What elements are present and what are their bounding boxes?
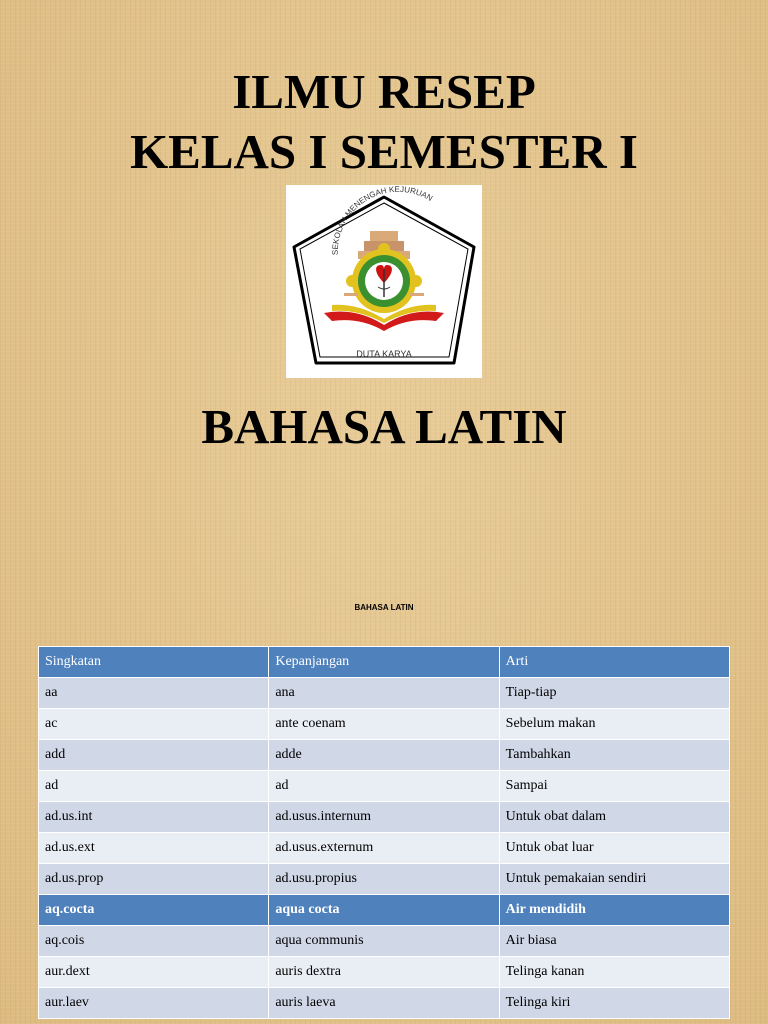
school-emblem-icon: [286, 185, 482, 378]
table-row: [39, 864, 730, 895]
cell-arti: Telinga kiri: [499, 988, 729, 1019]
cell-kepanjangan: aqua cocta: [269, 895, 499, 926]
table-heading: BAHASA LATIN: [354, 603, 414, 612]
header-arti: Arti: [499, 647, 729, 678]
cell-kepanjangan: adde: [269, 740, 499, 771]
cell-singkatan: aur.laev: [39, 988, 269, 1019]
cell-kepanjangan: ad.usus.internum: [269, 802, 499, 833]
abbreviation-table: [38, 646, 730, 1019]
cell-kepanjangan: ad: [269, 771, 499, 802]
table-row: [39, 709, 730, 740]
cell-arti: Tiap-tiap: [499, 678, 729, 709]
cell-arti: Telinga kanan: [499, 957, 729, 988]
cell-singkatan: ad.us.ext: [39, 833, 269, 864]
cell-singkatan: aur.dext: [39, 957, 269, 988]
cell-arti: Air biasa: [499, 926, 729, 957]
header-kepanjangan: Kepanjangan: [269, 647, 499, 678]
table-header-row: [39, 647, 730, 678]
table-row: [39, 771, 730, 802]
cell-singkatan: aa: [39, 678, 269, 709]
table-row: [39, 740, 730, 771]
table-row: [39, 678, 730, 709]
cell-kepanjangan: ad.usu.propius: [269, 864, 499, 895]
cell-kepanjangan: auris laeva: [269, 988, 499, 1019]
cell-singkatan: aq.cois: [39, 926, 269, 957]
table-row: [39, 957, 730, 988]
title-line-1: ILMU RESEP: [232, 64, 536, 119]
cell-arti: Sampai: [499, 771, 729, 802]
cell-arti: Untuk obat luar: [499, 833, 729, 864]
cell-arti: Sebelum makan: [499, 709, 729, 740]
cell-singkatan: ad.us.prop: [39, 864, 269, 895]
table-row-highlighted: [39, 895, 730, 926]
cell-singkatan: add: [39, 740, 269, 771]
cell-arti: Air mendidih: [499, 895, 729, 926]
logo-bottom-text: DUTA KARYA: [356, 349, 412, 359]
table-row: [39, 802, 730, 833]
subject-title: BAHASA LATIN: [201, 399, 567, 454]
cell-arti: Untuk pemakaian sendiri: [499, 864, 729, 895]
school-logo: [286, 185, 482, 378]
cell-singkatan: ad: [39, 771, 269, 802]
table-row: [39, 926, 730, 957]
cell-singkatan: ac: [39, 709, 269, 740]
cell-kepanjangan: aqua communis: [269, 926, 499, 957]
logo-arc-text: SEKOLAH MENENGAH KEJURUAN: [330, 185, 435, 256]
cell-kepanjangan: ana: [269, 678, 499, 709]
table-row: [39, 833, 730, 864]
cell-kepanjangan: auris dextra: [269, 957, 499, 988]
cell-singkatan: ad.us.int: [39, 802, 269, 833]
cell-arti: Tambahkan: [499, 740, 729, 771]
cell-arti: Untuk obat dalam: [499, 802, 729, 833]
table-row: [39, 988, 730, 1019]
header-singkatan: Singkatan: [39, 647, 269, 678]
cell-kepanjangan: ad.usus.externum: [269, 833, 499, 864]
title-line-2: KELAS I SEMESTER I: [130, 124, 638, 179]
cell-kepanjangan: ante coenam: [269, 709, 499, 740]
cell-singkatan: aq.cocta: [39, 895, 269, 926]
